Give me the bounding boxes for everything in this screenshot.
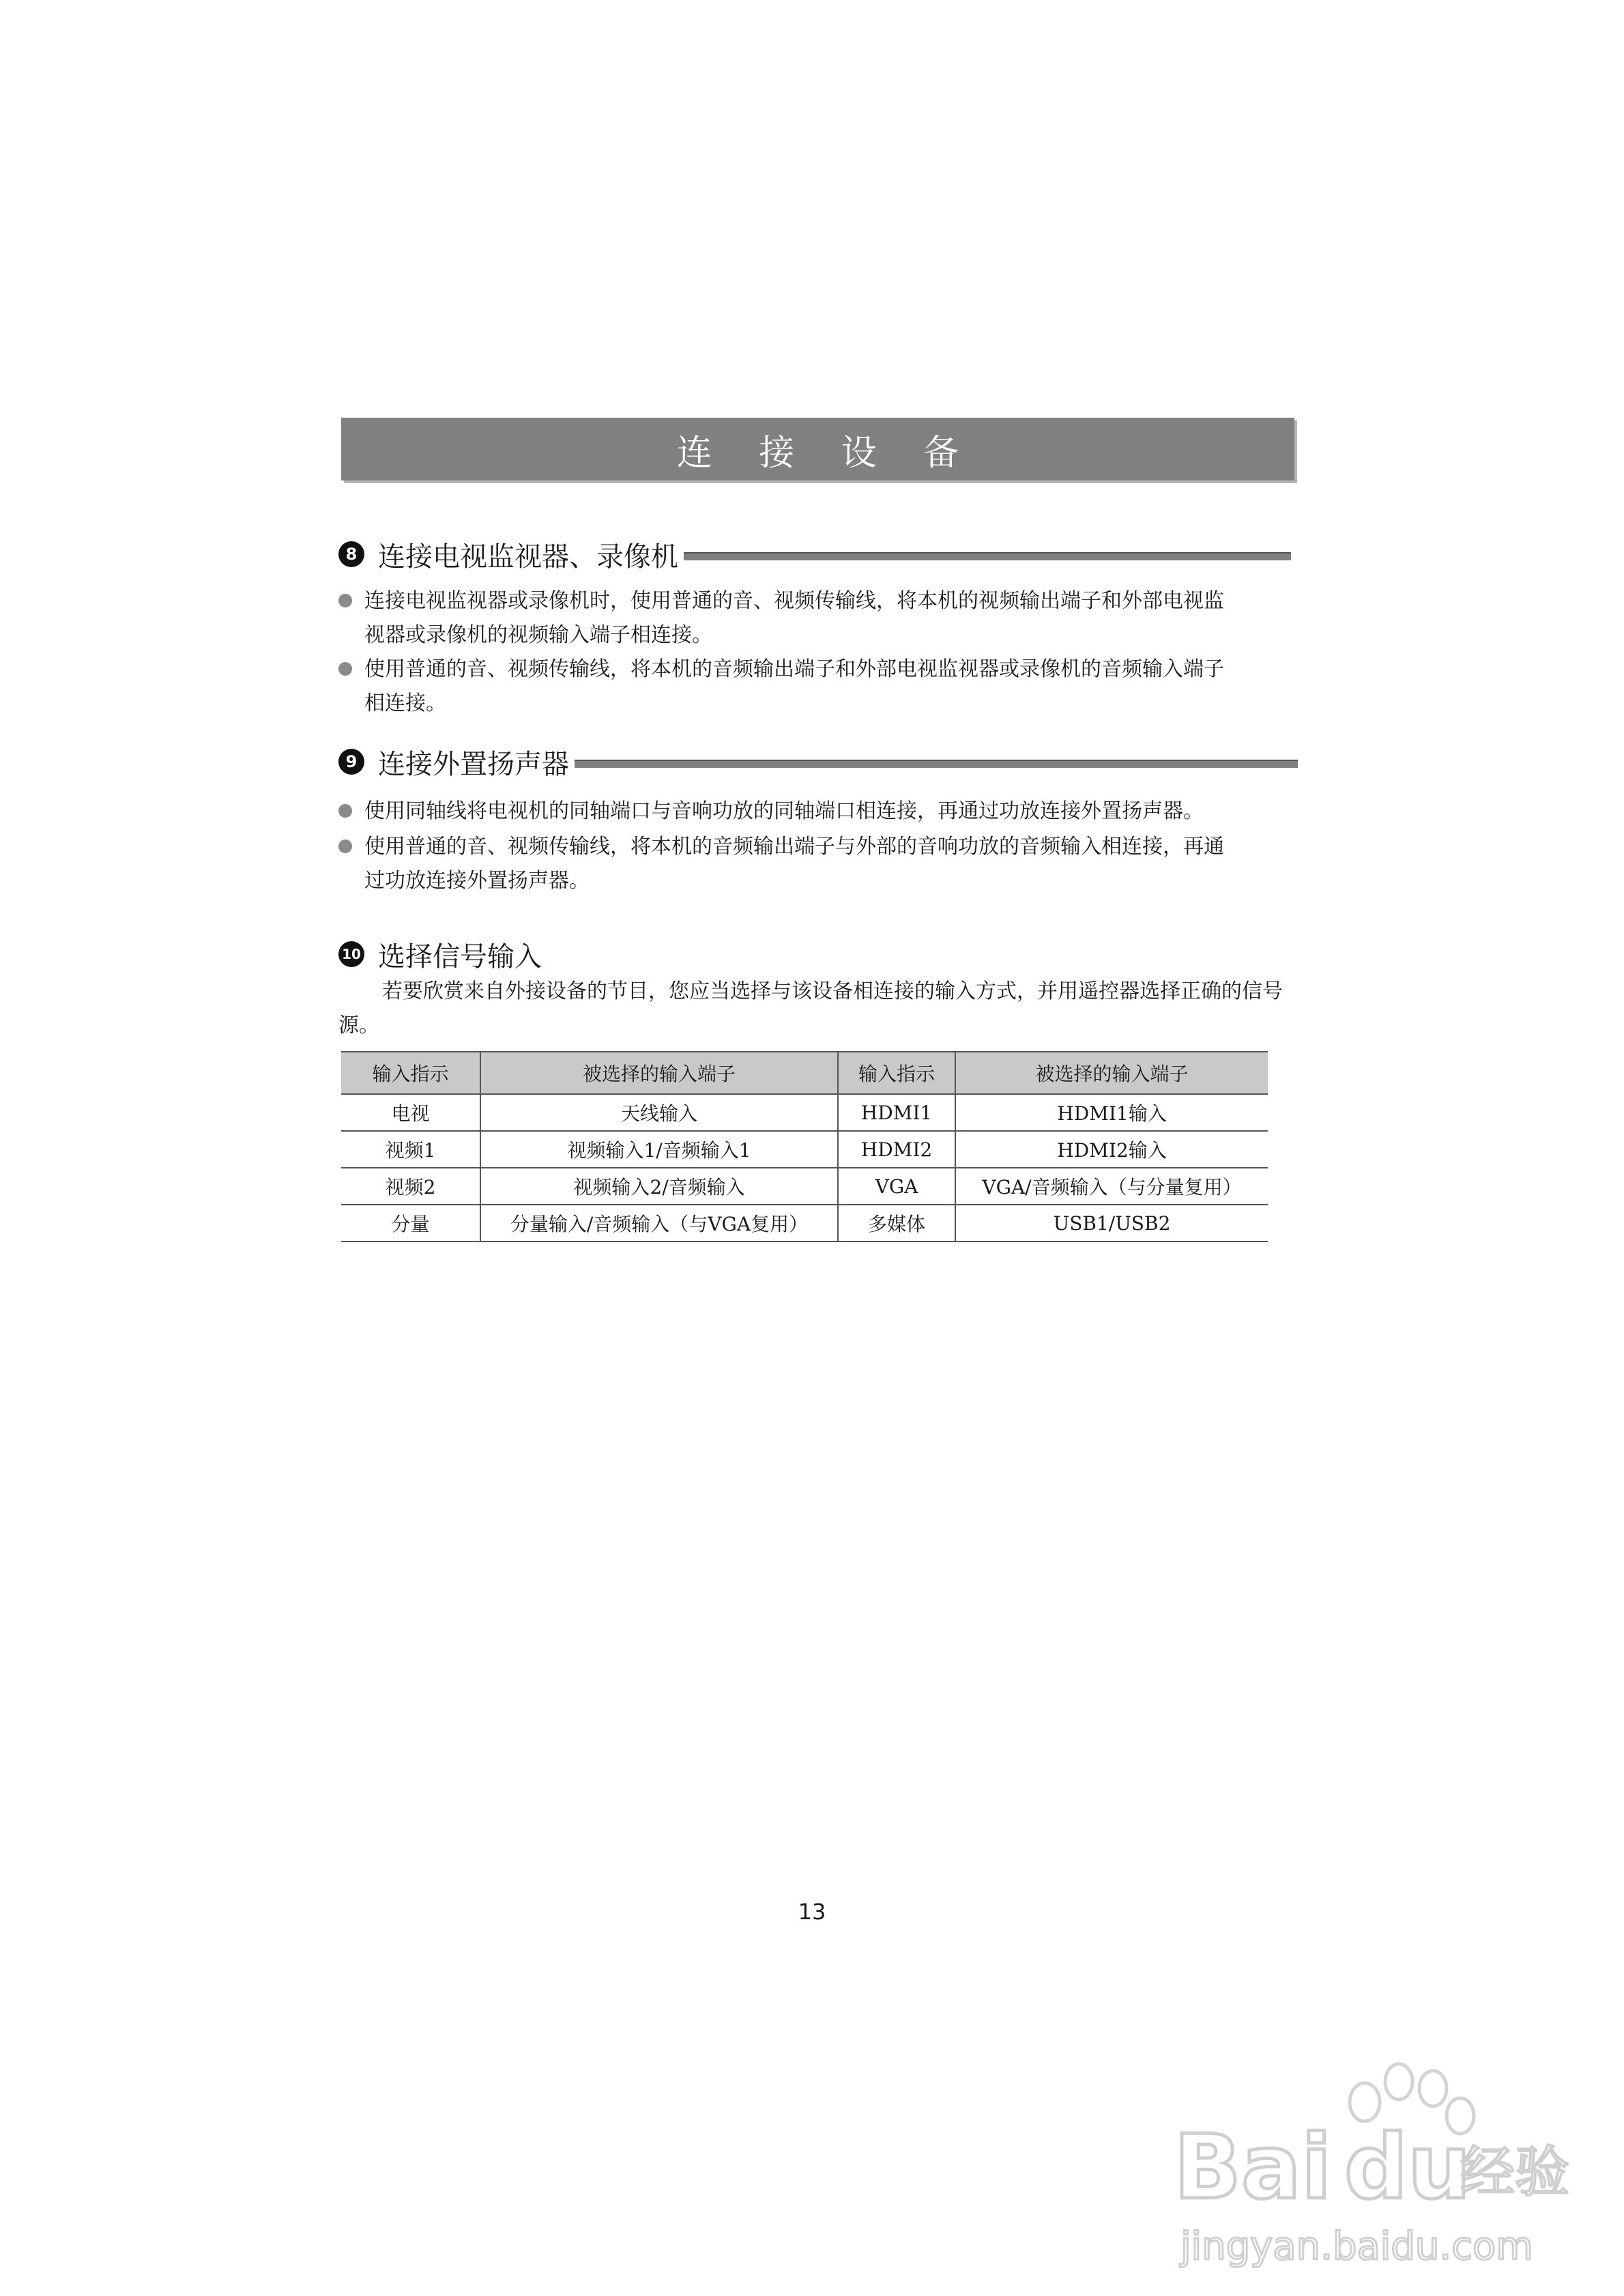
table-cell: 天线输入 [480,1094,838,1131]
table-cell: HDMI2 [838,1131,955,1168]
column-header: 被选择的输入端子 [480,1052,838,1094]
table-header-row [341,1052,1268,1094]
section-heading-signal-input [338,935,542,973]
table-cell: 视频1 [341,1131,480,1168]
svg-text:经验: 经验 [1460,2140,1569,2204]
list-item [338,794,1294,829]
list-item [338,830,1294,898]
table-cell: 视频输入1/音频输入1 [480,1131,838,1168]
table-cell: 电视 [341,1094,480,1131]
table-cell: 分量输入/音频输入（与VGA复用） [480,1205,838,1242]
section-title: 连接外置扬声器 [378,748,569,780]
svg-text:Bai: Bai [1174,2115,1332,2219]
input-signal-table [341,1051,1268,1242]
table-cell: HDMI1 [838,1094,955,1131]
list-item-line: 相连接。 [364,691,446,715]
section-heading-speakers [338,743,1298,781]
section-heading-tv-monitor [338,535,1291,573]
table-cell: 分量 [341,1205,480,1242]
table-cell: USB1/USB2 [955,1205,1268,1242]
svg-text:du: du [1344,2115,1471,2219]
chapter-banner [341,418,1294,480]
column-header: 被选择的输入端子 [955,1052,1268,1094]
section-title: 选择信号输入 [378,941,542,973]
list-item-line: 使用普通的音、视频传输线，将本机的音频输出端子和外部电视监视器或录像机的音频输入端子 [364,657,1224,681]
section-rule [575,760,1298,768]
table-cell: VGA [838,1168,955,1205]
table-row [341,1131,1268,1168]
table-cell: 视频输入2/音频输入 [480,1168,838,1205]
list-item-line: 视器或录像机的视频输入端子相连接。 [364,623,712,647]
table-cell: 视频2 [341,1168,480,1205]
section-number-badge: 8 [338,541,364,567]
intro-paragraph: 若要欣赏来自外接设备的节目，您应当选择与该设备相连接的输入方式，并用遥控器选择正确的信号源。 [338,979,1283,1037]
baidu-jingyan-watermark-logo [1160,2054,1569,2280]
table-cell: VGA/音频输入（与分量复用） [955,1168,1268,1205]
table-cell: HDMI2输入 [955,1131,1268,1168]
table-row [341,1094,1268,1131]
list-item-line: 连接电视监视器或录像机时，使用普通的音、视频传输线，将本机的视频输出端子和外部电视监 [364,589,1224,613]
section-number-badge: 10 [338,941,364,967]
section-title: 连接电视监视器、录像机 [378,541,678,573]
bullet-dot-icon [338,840,352,853]
table-row [341,1205,1268,1242]
bullet-dot-icon [338,662,352,676]
table-row [341,1168,1268,1205]
svg-text:jingyan.baidu.com: jingyan.baidu.com [1180,2224,1533,2269]
list-item-line: 使用同轴线将电视机的同轴端口与音响功放的同轴端口相连接，再通过功放连接外置扬声器。 [364,799,1204,823]
bullet-dot-icon [338,594,352,607]
list-item [338,652,1294,721]
section-number-badge: 9 [338,749,364,775]
table-cell: HDMI1输入 [955,1094,1268,1131]
section-rule [684,552,1291,560]
bullet-dot-icon [338,804,352,818]
chapter-title: 连 接 设 备 [676,432,977,474]
list-item-line: 使用普通的音、视频传输线，将本机的音频输出端子与外部的音响功放的音频输入相连接，再通 [364,835,1224,859]
table-cell: 多媒体 [838,1205,955,1242]
column-header: 输入指示 [341,1052,480,1094]
list-item [338,584,1294,652]
column-header: 输入指示 [838,1052,955,1094]
list-item-line: 过功放连接外置扬声器。 [364,869,590,893]
page-number: 13 [798,1899,826,1925]
